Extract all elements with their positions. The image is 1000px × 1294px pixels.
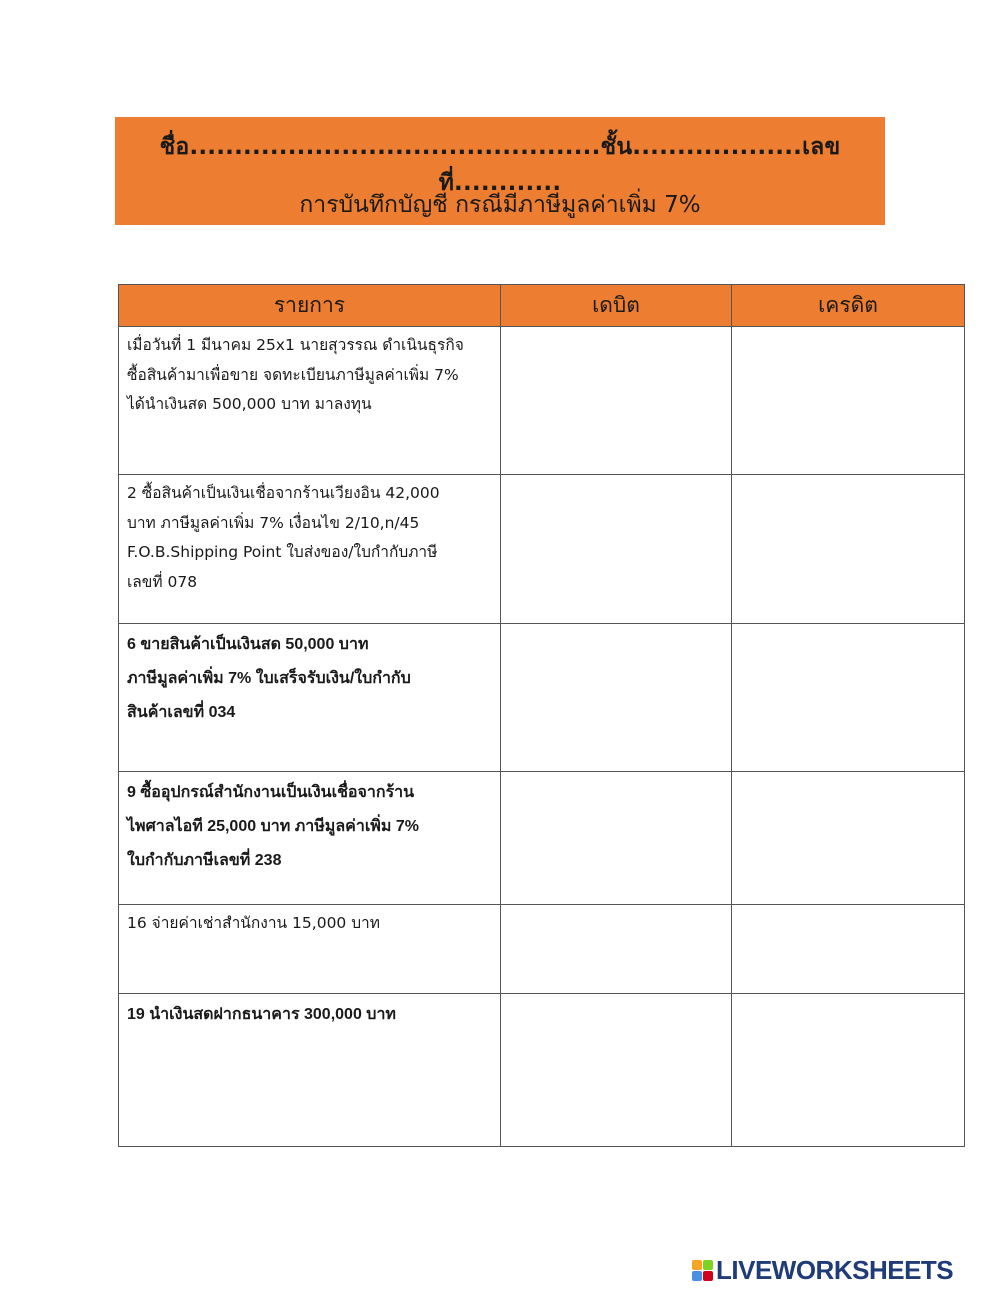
description-line: เมื่อวันที่ 1 มีนาคม 25x1 นายสุวรรณ ดำเนินธุรกิจ <box>127 336 464 354</box>
table-header-row <box>119 285 965 327</box>
debit-answer-cell[interactable] <box>501 994 732 1147</box>
header-banner <box>115 117 885 225</box>
debit-answer-cell[interactable] <box>501 772 732 905</box>
logo-text: LIVEWORKSHEETS <box>716 1254 954 1285</box>
debit-answer-cell[interactable] <box>501 327 732 475</box>
description-cell <box>119 772 501 905</box>
description-line: 6 ขายสินค้าเป็นเงินสด 50,000 บาท <box>127 636 369 653</box>
description-line: บาท ภาษีมูลค่าเพิ่ม 7% เงื่อนไข 2/10,n/45 <box>127 513 420 532</box>
table-row <box>119 772 965 905</box>
description-line: เลขที่ 078 <box>127 572 198 591</box>
journal-table <box>118 284 965 1147</box>
debit-answer-cell[interactable] <box>501 475 732 624</box>
description-line: 9 ซื้ออุปกรณ์สำนักงานเป็นเงินเชื่อจากร้าน <box>127 784 415 801</box>
logo-icon <box>692 1260 713 1281</box>
description-line: 16 จ่ายค่าเช่าสำนักงาน 15,000 บาท <box>127 914 380 932</box>
debit-answer-cell[interactable] <box>501 905 732 994</box>
student-info-line: ชื่อ..............................................ชั้น...................เลขที่............ <box>159 134 841 196</box>
credit-answer-cell[interactable] <box>732 327 965 475</box>
credit-answer-cell[interactable] <box>732 994 965 1147</box>
column-header-debit: เดบิต <box>501 285 732 327</box>
credit-answer-cell[interactable] <box>732 772 965 905</box>
description-cell <box>119 475 501 624</box>
description-line: ภาษีมูลค่าเพิ่ม 7% ใบเสร็จรับเงิน/ใบกำกับ <box>127 670 411 687</box>
description-line: F.O.B.Shipping Point ใบส่งของ/ใบกำกับภาษี <box>127 543 438 561</box>
column-header-description: รายการ <box>119 285 501 327</box>
description-cell <box>119 327 501 475</box>
table-row <box>119 327 965 475</box>
description-cell <box>119 624 501 772</box>
worksheet-title: การบันทึกบัญชี กรณีมีภาษีมูลค่าเพิ่ม 7% <box>299 192 701 218</box>
table-row <box>119 624 965 772</box>
credit-answer-cell[interactable] <box>732 475 965 624</box>
description-line: ใบกำกับภาษีเลขที่ 238 <box>127 852 282 869</box>
description-line: ซื้อสินค้ามาเพื่อขาย จดทะเบียนภาษีมูลค่าเพิ่ม 7% <box>127 365 459 384</box>
description-line: ไพศาลไอที 25,000 บาท ภาษีมูลค่าเพิ่ม 7% <box>127 818 419 835</box>
description-cell <box>119 994 501 1147</box>
description-line: 19 นำเงินสดฝากธนาคาร 300,000 บาท <box>127 1006 396 1023</box>
description-cell <box>119 905 501 994</box>
credit-answer-cell[interactable] <box>732 624 965 772</box>
column-header-credit: เครดิต <box>732 285 965 327</box>
credit-answer-cell[interactable] <box>732 905 965 994</box>
table-row <box>119 905 965 994</box>
table-row <box>119 475 965 624</box>
debit-answer-cell[interactable] <box>501 624 732 772</box>
description-line: 2 ซื้อสินค้าเป็นเงินเชื่อจากร้านเวียงอิน 42,000 <box>127 484 440 502</box>
description-line: สินค้าเลขที่ 034 <box>127 704 236 721</box>
description-line: ได้นำเงินสด 500,000 บาท มาลงทุน <box>127 395 372 413</box>
liveworksheets-logo[interactable] <box>692 1255 988 1285</box>
table-row <box>119 994 965 1147</box>
